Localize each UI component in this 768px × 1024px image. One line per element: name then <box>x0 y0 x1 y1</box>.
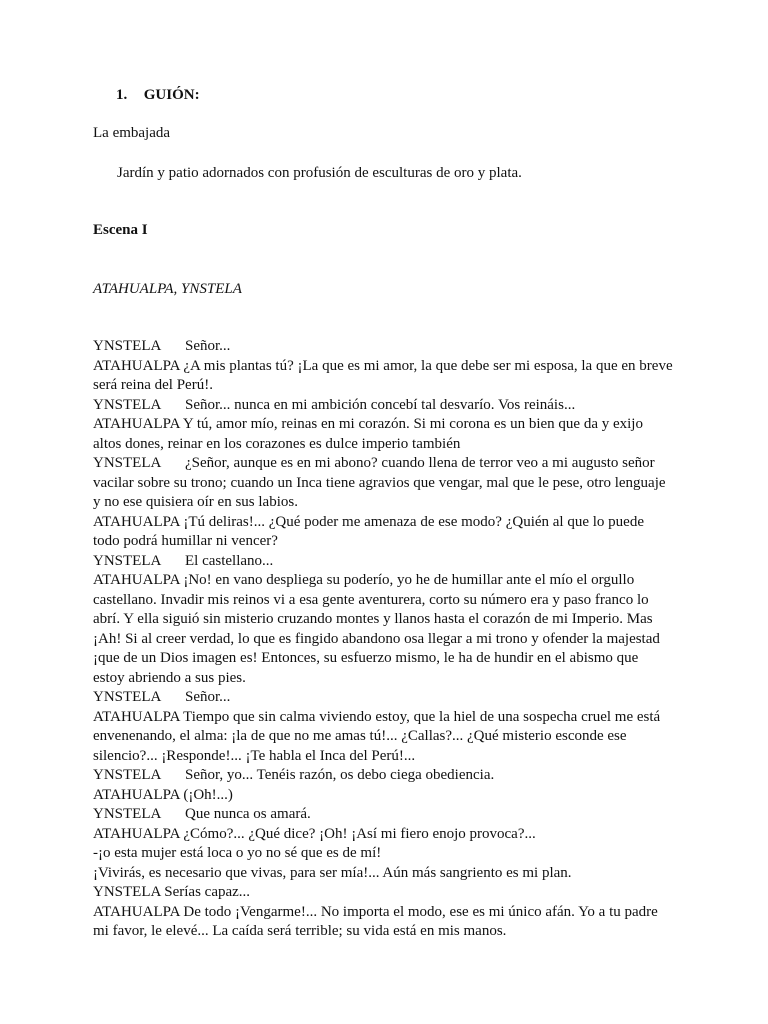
speaker-name: YNSTELA <box>93 689 162 705</box>
speaker-name: YNSTELA <box>93 455 162 471</box>
speaker-name: ATAHUALPA <box>93 572 180 588</box>
heading-number: 1. <box>116 87 128 103</box>
speech-text: Señor, yo... Tenéis razón, os debo ciega obediencia. <box>185 767 495 783</box>
character-list: ATAHUALPA, YNSTELA <box>93 281 242 297</box>
speech-text: Señor... nunca en mi ambición concebí tal desvarío. Vos reináis... <box>185 396 576 413</box>
stage-setting: Jardín y patio adornados con profusión de esculturas de oro y plata. <box>117 165 522 181</box>
dialogue-line <box>93 688 673 708</box>
speech-text: Que nunca os amará. <box>185 806 311 822</box>
speech-text: ¿Cómo?... ¿Qué dice? ¡Oh! ¡Así mi fiero enojo provoca?... <box>183 825 536 842</box>
dialogue-line <box>93 883 673 903</box>
speech-text: De todo ¡Vengarme!... No importa el modo, ese es mi único afán. Yo a tu padre mi favor, le elevé... La caída será terrible; su vida está en mis manos. <box>93 903 658 939</box>
speech-text: Y tú, amor mío, reinas en mi corazón. Si mi corona es un bien que da y exijo altos dones, reinar en los corazones es dulce imperio también <box>93 416 643 452</box>
scene-title: Escena I <box>93 222 148 238</box>
dialogue-line <box>93 357 673 396</box>
speech-text: Señor... <box>185 689 231 705</box>
speech-text: Señor... <box>185 338 231 354</box>
dialogue-line <box>93 454 673 513</box>
speaker-name: ATAHUALPA <box>93 786 180 803</box>
play-subtitle: La embajada <box>93 125 171 141</box>
speaker-name: ATAHUALPA <box>93 416 180 432</box>
section-heading <box>116 87 200 104</box>
dialogue-line <box>93 513 673 552</box>
speaker-name: ATAHUALPA <box>93 513 180 530</box>
dialogue-line <box>93 903 673 942</box>
speaker-name: YNSTELA <box>93 552 162 569</box>
dialogue-line <box>93 864 673 884</box>
dialogue-line <box>93 844 673 864</box>
speaker-name: ATAHUALPA <box>93 357 180 374</box>
speech-text: (¡Oh!...) <box>183 786 233 803</box>
dialogue-line <box>93 415 673 454</box>
speaker-name: ATAHUALPA <box>93 708 180 725</box>
speaker-name: YNSTELA <box>93 806 162 822</box>
speech-text: ¿Señor, aunque es en mi abono? cuando llena de terror veo a mi augusto señor vacilar sobre su trono; cuando un Inca tiene agravios que vengar, mal que le pese, otro lenguaje y no ese quisiera oír en sus labios. <box>93 455 666 510</box>
speaker-name: YNSTELA <box>93 767 162 783</box>
speaker-name: YNSTELA <box>93 338 162 354</box>
speech-text: ¡Tú deliras!... ¿Qué poder me amenaza de ese modo? ¿Quién al que lo puede todo podrá humillar ni vencer? <box>93 513 644 549</box>
speech-text: ¿A mis plantas tú? ¡La que es mi amor, la que debe ser mi esposa, la que en breve será reina del Perú!. <box>93 357 673 393</box>
speaker-name: YNSTELA <box>93 884 161 900</box>
dialogue-line <box>93 786 673 806</box>
dialogue-line <box>93 571 673 688</box>
heading-title: GUIÓN: <box>143 87 200 103</box>
dialogue-line <box>93 337 673 357</box>
speech-text: El castellano... <box>185 552 274 569</box>
speech-text: Tiempo que sin calma viviendo estoy, que la hiel de una sospecha cruel me está envenenando, el alma: ¡la de que no me amas tú!... ¿Callas?... ¿Qué misterio esconde ese silencio?... ¡Responde!... ¡Te habla el Inca del Perú!... <box>93 708 661 764</box>
speaker-name: ATAHUALPA <box>93 903 180 920</box>
dialogue-line <box>93 708 673 767</box>
speaker-name: YNSTELA <box>93 396 162 413</box>
dialogue-line <box>93 552 673 572</box>
speech-text: Serías capaz... <box>164 884 251 900</box>
speaker-name: ATAHUALPA <box>93 825 180 842</box>
speech-text: -¡o esta mujer está loca o yo no sé que es de mí! <box>93 845 382 861</box>
speech-text: ¡No! en vano despliega su poderío, yo he de humillar ante el mío el orgullo castellano. Invadir mis reinos vi a esa gente aventurera, corto su número era y paso franco lo abrí. Y ella siguió sin misterio cruzando montes y llanos hasta el corazón de mi Imperio. Mas ¡Ah! Si al creer verdad, lo que es fingido abandono osa llegar a mi trono y ofender la majestad ¡que de un Dios imagen es! Entonces, su esfuerzo mismo, le ha de hundir en el abismo que estoy abriendo a sus pies. <box>93 572 660 686</box>
speech-text: ¡Vivirás, es necesario que vivas, para ser mía!... Aún más sangriento es mi plan. <box>93 864 572 881</box>
dialogue-line <box>93 805 673 825</box>
dialogue-block <box>93 337 673 942</box>
dialogue-line <box>93 825 673 845</box>
dialogue-line <box>93 396 673 416</box>
dialogue-line <box>93 766 673 786</box>
